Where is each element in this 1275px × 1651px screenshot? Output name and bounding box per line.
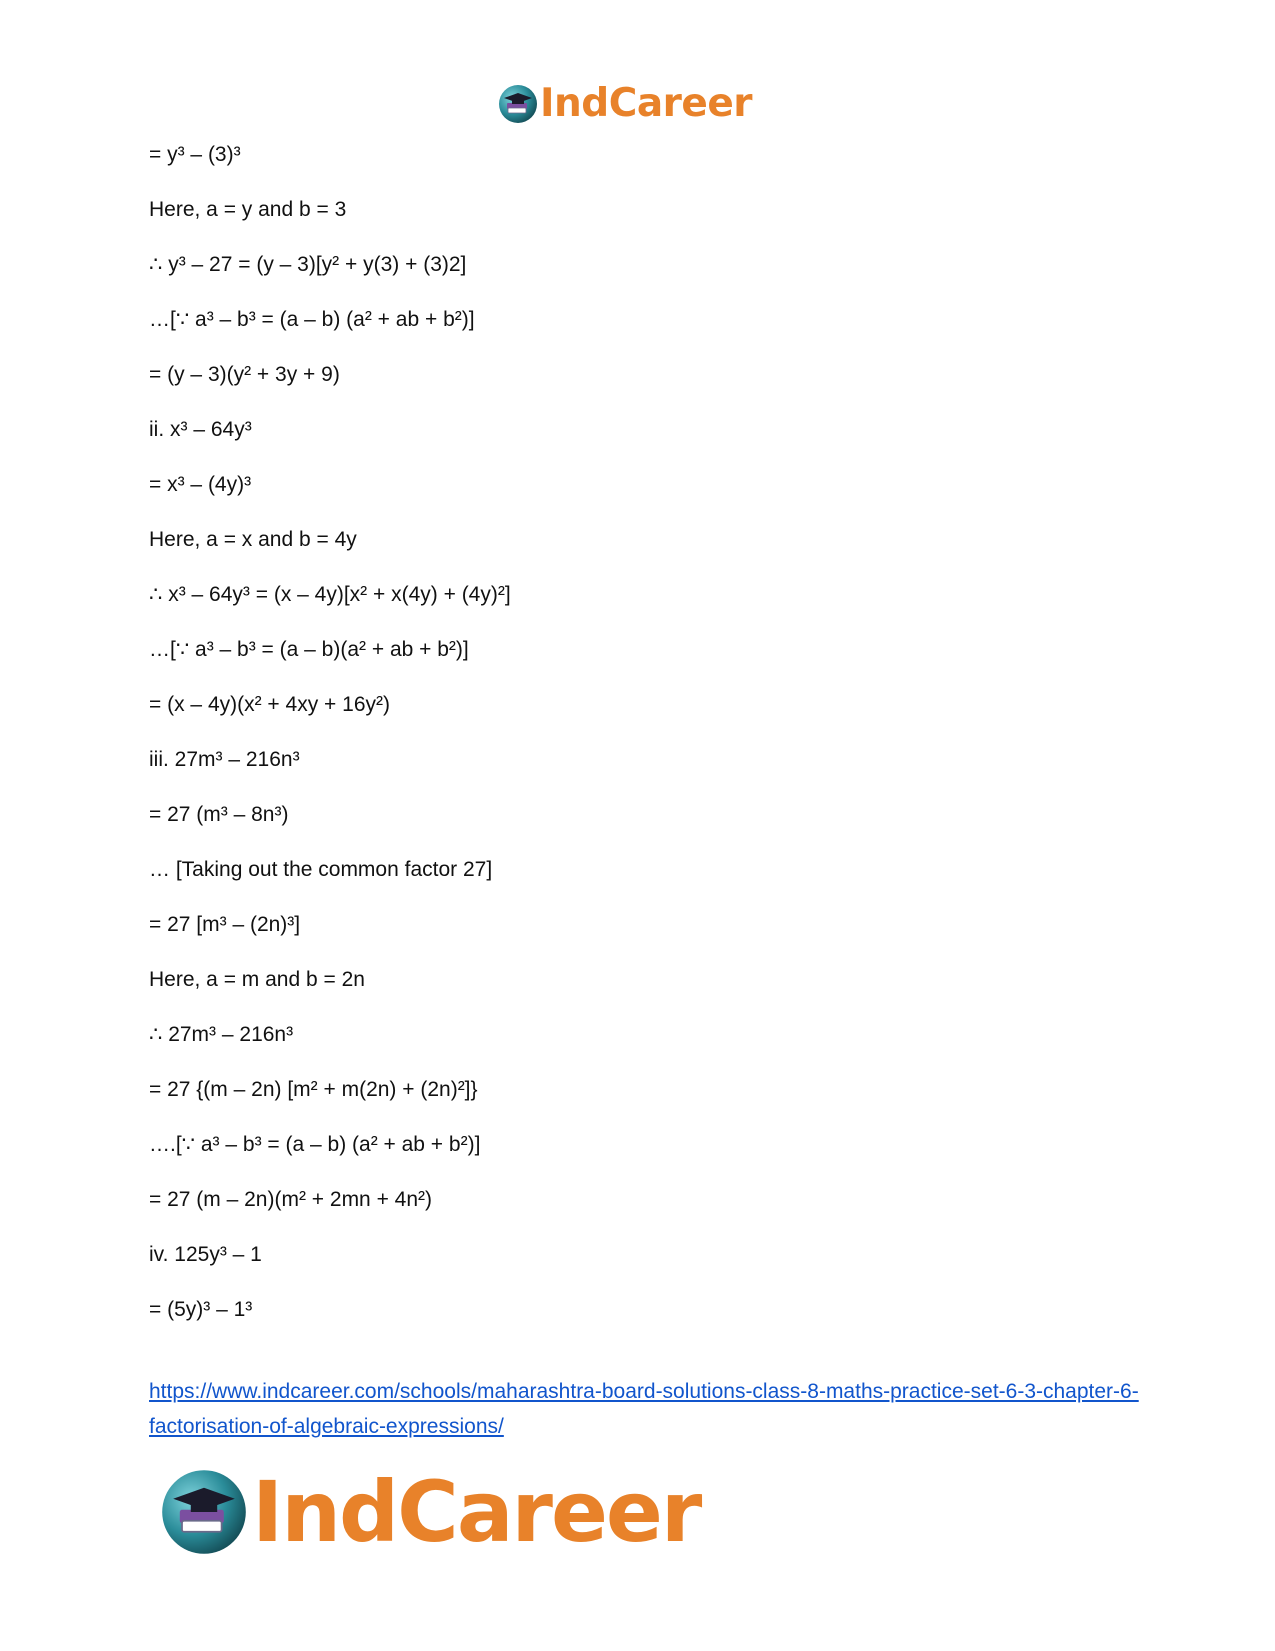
math-line: ….[∵ a³ – b³ = (a – b) (a² + ab + b²)]	[149, 1133, 481, 1156]
math-line: … [Taking out the common factor 27]	[149, 858, 493, 881]
math-line: ∴ x³ – 64y³ = (x – 4y)[x² + x(4y) + (4y)²]	[149, 583, 511, 606]
graduation-cap-globe-icon	[160, 1468, 248, 1556]
math-line: ∴ 27m³ – 216n³	[149, 1023, 294, 1046]
math-line: = (x – 4y)(x² + 4xy + 16y²)	[149, 693, 390, 716]
math-line: …[∵ a³ – b³ = (a – b) (a² + ab + b²)]	[149, 308, 475, 331]
math-line: = 27 [m³ – (2n)³]	[149, 913, 301, 936]
math-line: = (5y)³ – 1³	[149, 1298, 253, 1321]
brand-name: IndCareer	[252, 1463, 701, 1561]
math-line: iv. 125y³ – 1	[149, 1243, 262, 1266]
math-line: = 27 (m³ – 8n³)	[149, 803, 289, 826]
math-line: = x³ – (4y)³	[149, 473, 252, 496]
math-line: = y³ – (3)³	[149, 143, 241, 166]
header-logo	[498, 80, 752, 128]
math-line: ∴ y³ – 27 = (y – 3)[y² + y(3) + (3)2]	[149, 253, 467, 276]
graduation-cap-globe-icon	[498, 84, 538, 124]
math-line: = 27 (m – 2n)(m² + 2mn + 4n²)	[149, 1188, 433, 1211]
math-line: Here, a = x and b = 4y	[149, 528, 357, 551]
solution-steps	[149, 142, 511, 1352]
math-line: iii. 27m³ – 216n³	[149, 748, 300, 771]
math-line: Here, a = y and b = 3	[149, 198, 347, 221]
math-line: …[∵ a³ – b³ = (a – b)(a² + ab + b²)]	[149, 638, 469, 661]
source-url-link[interactable]: https://www.indcareer.com/schools/maharashtra-board-solutions-class-8-maths-practice-set-6-3-chapter-6-factorisation-of-algebraic-expressions/	[149, 1380, 1139, 1438]
brand-name: IndCareer	[540, 81, 752, 126]
footer-logo	[160, 1462, 700, 1562]
math-line: Here, a = m and b = 2n	[149, 968, 365, 991]
math-line: = (y – 3)(y² + 3y + 9)	[149, 363, 340, 386]
math-line: ii. x³ – 64y³	[149, 418, 252, 441]
math-line: = 27 {(m – 2n) [m² + m(2n) + (2n)²]}	[149, 1078, 478, 1101]
